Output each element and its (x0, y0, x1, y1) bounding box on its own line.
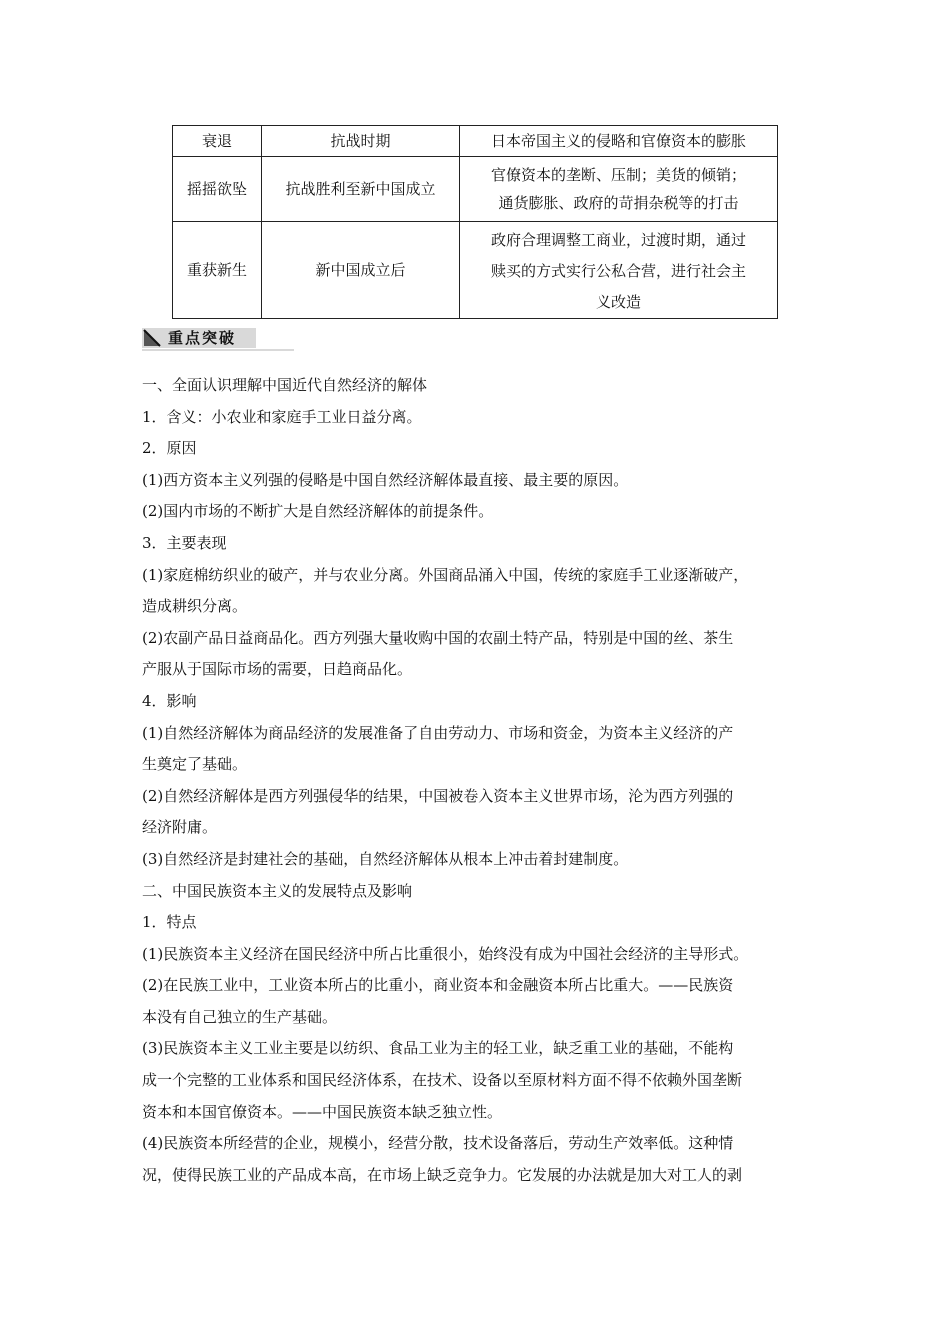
cause-line: 赎买的方式实行公私合营，进行社会主 (490, 262, 746, 280)
table-row (173, 126, 778, 157)
text-line: 1．含义：小农业和家庭手工业日益分离。 (142, 407, 422, 426)
text-line: (1)西方资本主义列强的侵略是中国自然经济解体最直接、最主要的原因。 (142, 470, 629, 489)
paragraph (142, 496, 818, 528)
cause-cell (460, 126, 778, 157)
text-line: 资本和本国官僚资本。——中国民族资本缺乏独立性。 (142, 1102, 503, 1121)
text-line: (2)农副产品日益商品化。西方列强大量收购中国的农副土特产品，特别是中国的丝、茶生 (142, 628, 734, 647)
paragraph (142, 907, 818, 939)
period-cell: 新中国成立后 (262, 222, 460, 319)
text-line: 一、全面认识理解中国近代自然经济的解体 (142, 376, 428, 394)
text-line: 经济附庸。 (142, 818, 218, 837)
paragraph (142, 686, 818, 718)
period-cell: 抗战时期 (262, 126, 460, 157)
text-line: (2)自然经济解体是西方列强侵华的结果，中国被卷入资本主义世界市场，沦为西方列强的 (142, 786, 734, 805)
section-heading (142, 328, 294, 352)
cause-line: 官僚资本的垄断、压制；美货的倾销； (490, 166, 746, 184)
paragraph (142, 1128, 818, 1191)
paragraph (142, 718, 818, 781)
paragraph (142, 623, 818, 686)
text-line: (2)在民族工业中，工业资本所占的比重小，商业资本和金融资本所占比重大。——民族资 (142, 976, 734, 995)
table-row (173, 157, 778, 222)
text-line: 生奠定了基础。 (142, 755, 248, 774)
text-line: (1)自然经济解体为商品经济的发展准备了自由劳动力、市场和资金，为资本主义经济的产 (142, 723, 734, 742)
paragraph (142, 1033, 818, 1128)
cause-line: 通货膨胀、政府的苛捐杂税等的打击 (498, 194, 739, 212)
text-line: (3)自然经济是封建社会的基础，自然经济解体从根本上冲击着封建制度。 (142, 849, 629, 868)
text-line: 二、中国民族资本主义的发展特点及影响 (142, 881, 413, 900)
text-line: 况，使得民族工业的产品成本高，在市场上缺乏竞争力。它发展的办法就是加大对工人的剥 (142, 1165, 743, 1184)
text-line: (4)民族资本所经营的企业，规模小，经营分散，技术设备落后，劳动生产效率低。这种情 (142, 1134, 734, 1153)
cause-line: 政府合理调整工商业，过渡时期，通过 (490, 231, 746, 249)
text-line: 2．原因 (142, 439, 197, 458)
paragraph (142, 876, 818, 908)
text-line: (3)民族资本主义工业主要是以纺织、食品工业为主的轻工业，缺乏重工业的基础，不能构 (142, 1039, 734, 1058)
section-title: 重点突破 (168, 329, 237, 347)
text-line: 1．特点 (142, 913, 197, 932)
cause-cell (460, 157, 778, 222)
text-line: 本没有自己独立的生产基础。 (142, 1007, 338, 1026)
stage-cell: 衰退 (173, 126, 262, 157)
text-line: 3．主要表现 (142, 533, 227, 552)
phase-table (172, 125, 778, 319)
heading-underline (142, 349, 294, 351)
paragraph (142, 370, 818, 402)
cause-cell (460, 222, 778, 319)
cause-line: 日本帝国主义的侵略和官僚资本的膨胀 (490, 132, 746, 150)
text-line: (1)家庭棉纺织业的破产，并与农业分离。外国商品涌入中国，传统的家庭手工业逐渐破产， (142, 565, 749, 584)
text-line: (2)国内市场的不断扩大是自然经济解体的前提条件。 (142, 502, 494, 521)
paragraph (142, 844, 818, 876)
paragraph (142, 970, 818, 1033)
paragraph (142, 781, 818, 844)
cause-line: 义改造 (595, 293, 641, 311)
text-line: 4．影响 (142, 691, 197, 710)
period-cell: 抗战胜利至新中国成立 (262, 157, 460, 222)
stage-cell: 摇摇欲坠 (173, 157, 262, 222)
table-row (173, 222, 778, 319)
paragraph (142, 939, 818, 971)
paragraph (142, 402, 818, 434)
paragraph (142, 465, 818, 497)
paragraph (142, 433, 818, 465)
text-line: (1)民族资本主义经济在国民经济中所占比重很小，始终没有成为中国社会经济的主导形式。 (142, 944, 749, 963)
text-line: 产服从于国际市场的需要，日趋商品化。 (142, 660, 413, 679)
text-line: 成一个完整的工业体系和国民经济体系，在技术、设备以至原材料方面不得不依赖外国垄断 (142, 1071, 743, 1090)
diagonal-corner-icon (143, 329, 161, 347)
paragraph (142, 528, 818, 560)
stage-cell: 重获新生 (173, 222, 262, 319)
text-line: 造成耕织分离。 (142, 597, 248, 616)
paragraph (142, 560, 818, 623)
body-text (142, 370, 818, 1191)
